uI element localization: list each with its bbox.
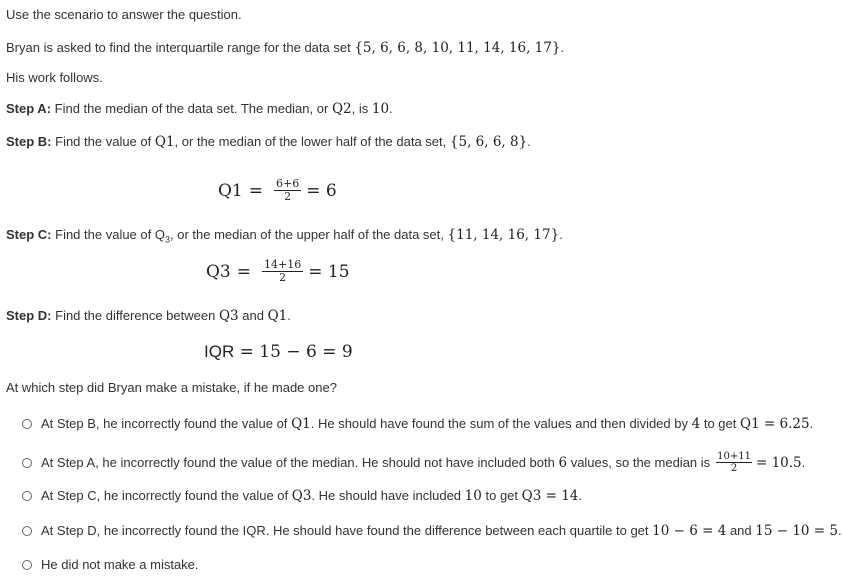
option-b[interactable]: At Step A, he incorrectly found the value of the median. He should not have included both 6 values, so the median is $\frac{10+11}{2}$ = 10.5 . <box>22 451 805 474</box>
radio-button[interactable] <box>22 458 32 468</box>
question-text: At which step did Bryan make a mistake, if he made one? <box>6 380 337 395</box>
intro-text: Use the scenario to answer the question. <box>6 7 242 22</box>
step-b: Step B: Find the value of Q1, or the median of the lower half of the data set, {5, 6, 6, 8}. <box>6 134 531 150</box>
option-c[interactable]: At Step C, he incorrectly found the value of Q3 . He should have included 10 to get Q3 = 14 . <box>22 488 582 504</box>
option-d[interactable]: At Step D, he incorrectly found the IQR. He should have found the difference between each quartile to get 10 − 6 = 4 and 15 − 10 = 5 . <box>22 523 842 539</box>
radio-button[interactable] <box>22 491 32 501</box>
step-c: Step C: Find the value of $Q_3$, or the median of the upper half of the data set, {11, 14, 16, 17}. <box>6 227 563 245</box>
fraction: $\frac{14+16}{2}$ <box>264 258 302 284</box>
data-set: {5, 6, 6, 8, 10, 11, 14, 16, 17} <box>354 40 561 56</box>
fraction: $\frac{10+11}{2}$ <box>717 451 751 474</box>
radio-button[interactable] <box>22 526 32 536</box>
radio-button[interactable] <box>22 560 32 570</box>
option-e[interactable]: He did not make a mistake. <box>22 557 199 573</box>
step-c-equation: Q3 = $\frac{14+16}{2}$ = 15 <box>206 258 350 284</box>
work-intro: His work follows. <box>6 70 103 85</box>
fraction: $\frac{6+6}{2}$ <box>276 177 300 203</box>
step-a: Step A: Find the median of the data set. The median, or Q2, is 10. <box>6 101 393 117</box>
radio-button[interactable] <box>22 419 32 429</box>
step-b-equation: Q1 = $\frac{6+6}{2}$ = 6 <box>218 177 337 203</box>
step-d: Step D: Find the difference between Q3 and Q1. <box>6 308 291 324</box>
option-a[interactable]: At Step B, he incorrectly found the value of Q1 . He should have found the sum of the values and then divided by 4 to get Q1 = 6.25 . <box>22 416 813 432</box>
step-d-equation: IQR = 15 − 6 = 9 <box>204 342 353 362</box>
scenario-text: Bryan is asked to find the interquartile range for the data set {5, 6, 6, 8, 10, 11, 14, 16, 17}. <box>6 40 565 56</box>
